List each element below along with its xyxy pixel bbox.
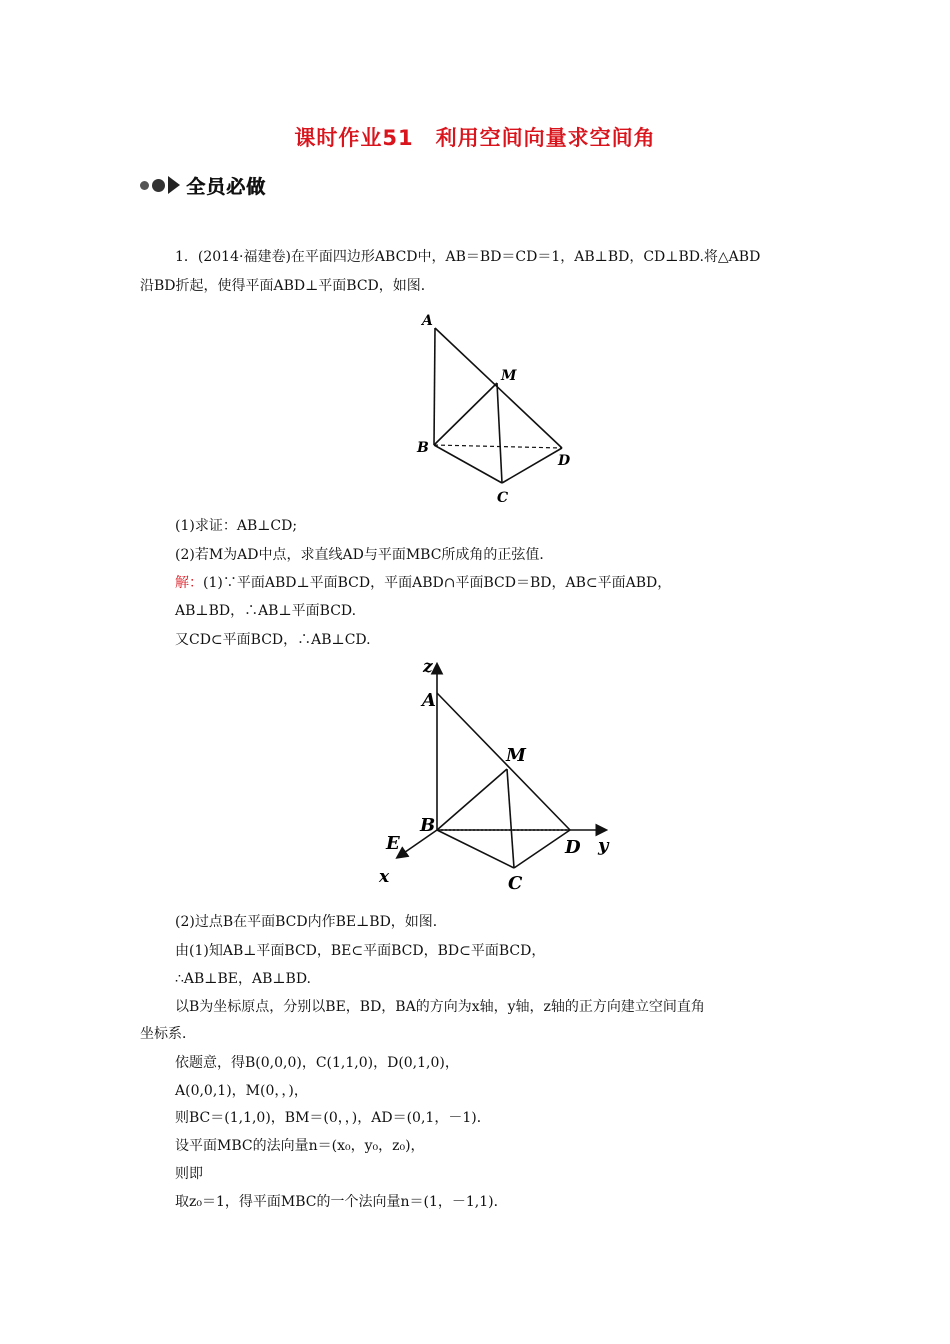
solution-text: (1)∵平面ABD⊥平面BCD，平面ABD∩平面BCD＝BD，AB⊂平面ABD， bbox=[203, 575, 672, 591]
page-title: 课时作业51 利用空间向量求空间角 bbox=[294, 126, 656, 150]
edge-bm bbox=[434, 383, 497, 445]
vertex-label-a: A bbox=[422, 313, 433, 329]
solution-line: AB⊥BD，∴AB⊥平面BCD. bbox=[175, 603, 357, 619]
edge-bc bbox=[434, 445, 502, 483]
vertex-label-d: D bbox=[558, 453, 571, 469]
solution-line: 则即 bbox=[175, 1166, 203, 1182]
solution-line bbox=[175, 573, 671, 593]
bullet-dot-icon bbox=[152, 179, 165, 192]
solution-line: 依题意，得B(0,0,0)，C(1,1,0)，D(0,1,0)， bbox=[175, 1055, 459, 1071]
vertex-label-c: C bbox=[508, 873, 523, 894]
arrow-right-icon bbox=[168, 176, 180, 194]
section-label: 全员必做 bbox=[186, 175, 267, 198]
edge-ad bbox=[435, 328, 562, 448]
vertex-label-a: A bbox=[422, 690, 436, 711]
axis-label-y: y bbox=[598, 835, 609, 856]
problem-line: (2)若M为AD中点，求直线AD与平面MBC所成角的正弦值． bbox=[175, 547, 554, 563]
vertex-label-d: D bbox=[565, 837, 581, 858]
solution-line: (2)过点B在平面BCD内作BE⊥BD，如图． bbox=[175, 914, 447, 930]
edge-ad bbox=[437, 693, 570, 830]
vertex-label-m: M bbox=[501, 368, 517, 384]
solution-line: 取z₀＝1，得平面MBC的一个法向量n＝(1，－1,1)． bbox=[175, 1194, 508, 1210]
point-label-e: E bbox=[386, 833, 400, 854]
problem-line: 沿BD折起，使得平面ABD⊥平面BCD，如图． bbox=[140, 278, 435, 294]
edge-bc bbox=[437, 830, 514, 868]
vertex-label-b: B bbox=[420, 815, 436, 836]
figure-tetrahedron bbox=[410, 305, 590, 510]
edge-cd bbox=[514, 830, 570, 868]
solution-line: 以B为坐标原点，分别以BE，BD，BA的方向为x轴，y轴，z轴的正方向建立空间直角 bbox=[175, 999, 705, 1015]
solution-line: ∴AB⊥BE，AB⊥BD. bbox=[175, 971, 312, 987]
solution-line: 由(1)知AB⊥平面BCD，BE⊂平面BCD，BD⊂平面BCD， bbox=[175, 943, 546, 959]
problem-line: 1．(2014·福建卷)在平面四边形ABCD中，AB＝BD＝CD＝1，AB⊥BD，CD⊥BD.将△ABD bbox=[175, 249, 761, 265]
edge-mc bbox=[497, 383, 502, 483]
edge-bd-hidden bbox=[434, 445, 562, 448]
bullet-dot-icon bbox=[140, 181, 149, 190]
solution-line: 坐标系． bbox=[140, 1026, 196, 1042]
edge-mc bbox=[507, 769, 514, 868]
section-header bbox=[140, 172, 266, 198]
edge-cd bbox=[502, 448, 562, 483]
edge-bm bbox=[437, 769, 507, 830]
axis-label-z: z bbox=[423, 657, 433, 677]
solution-prefix: 解： bbox=[175, 575, 203, 591]
solution-line: 则BC＝(1,1,0)，BM＝(0，，)，AD＝(0,1，－1)． bbox=[175, 1110, 491, 1126]
vertex-label-c: C bbox=[497, 490, 509, 506]
problem-line: (1)求证：AB⊥CD; bbox=[175, 518, 298, 534]
solution-line: A(0,0,1)，M(0，，)， bbox=[175, 1083, 308, 1099]
edge-ab bbox=[434, 328, 435, 445]
axis-label-x: x bbox=[379, 867, 390, 887]
figure-coordinate-system bbox=[370, 655, 630, 895]
vertex-label-b: B bbox=[417, 440, 429, 456]
solution-line: 又CD⊂平面BCD，∴AB⊥CD. bbox=[175, 632, 371, 648]
vertex-label-m: M bbox=[506, 745, 526, 766]
solution-line: 设平面MBC的法向量n＝(x₀，y₀，z₀)， bbox=[175, 1138, 425, 1154]
